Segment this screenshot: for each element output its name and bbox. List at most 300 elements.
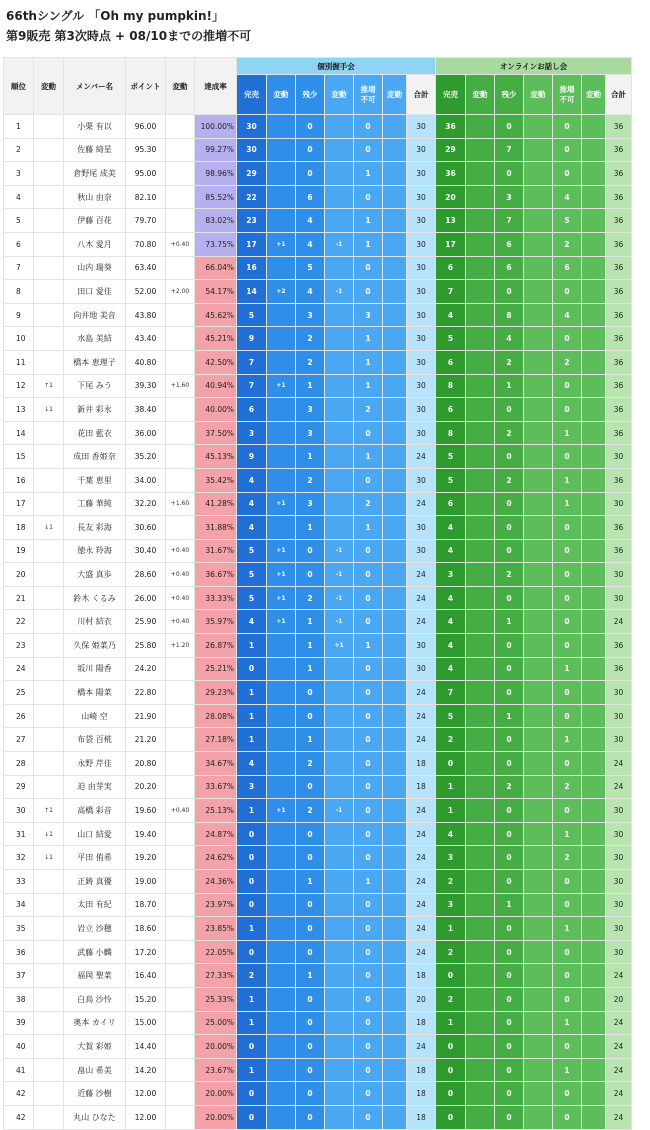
rate-cell: 20.00% xyxy=(195,1035,237,1059)
handshake-sold-out-cell: 5 xyxy=(237,303,267,327)
table-row xyxy=(4,1035,632,1059)
table-row xyxy=(4,398,632,422)
handshake-sold-out-cell: 1 xyxy=(237,917,267,941)
move-cell xyxy=(34,940,64,964)
points-cell: 17.20 xyxy=(126,940,166,964)
handshake-change-cell: +1 xyxy=(267,586,296,610)
handshake-change-cell xyxy=(383,987,407,1011)
move-cell xyxy=(34,162,64,186)
handshake-not-available-cell: 0 xyxy=(354,728,383,752)
points-cell: 82.10 xyxy=(126,185,166,209)
handshake-change-cell xyxy=(325,870,354,894)
online-change-cell xyxy=(466,940,495,964)
points-cell: 34.00 xyxy=(126,468,166,492)
handshake-total-cell: 24 xyxy=(407,492,436,516)
member-name-cell: 新井 彩永 xyxy=(64,398,126,422)
rate-cell: 26.87% xyxy=(195,634,237,658)
ranking-table xyxy=(3,57,632,1130)
online-remaining-cell: 1 xyxy=(495,610,524,634)
handshake-change-cell xyxy=(267,846,296,870)
handshake-sold-out-cell: 1 xyxy=(237,704,267,728)
online-not-available-cell: 1 xyxy=(553,492,582,516)
rank-cell: 2 xyxy=(4,138,34,162)
member-name-cell: 水島 美結 xyxy=(64,327,126,351)
online-change-cell xyxy=(466,1105,495,1129)
handshake-sold-out-cell: 3 xyxy=(237,775,267,799)
handshake-not-available-cell: 0 xyxy=(354,539,383,563)
online-header-total: 合計 xyxy=(606,75,632,115)
move-cell xyxy=(34,775,64,799)
online-remaining-cell: 0 xyxy=(495,516,524,540)
handshake-total-cell: 18 xyxy=(407,775,436,799)
rank-cell: 35 xyxy=(4,917,34,941)
member-name-cell: 向井地 美音 xyxy=(64,303,126,327)
handshake-remaining-cell: 0 xyxy=(296,775,325,799)
rank-cell: 28 xyxy=(4,752,34,776)
online-change-cell xyxy=(524,398,553,422)
table-row xyxy=(4,870,632,894)
online-change-cell xyxy=(466,374,495,398)
online-sold-out-cell: 6 xyxy=(436,256,466,280)
online-total-cell: 36 xyxy=(606,303,632,327)
handshake-not-available-cell: 1 xyxy=(354,870,383,894)
handshake-sold-out-cell: 14 xyxy=(237,280,267,304)
online-total-cell: 36 xyxy=(606,374,632,398)
move-cell xyxy=(34,138,64,162)
online-sold-out-cell: 4 xyxy=(436,586,466,610)
online-change-cell xyxy=(524,445,553,469)
online-not-available-cell: 4 xyxy=(553,303,582,327)
table-row xyxy=(4,468,632,492)
handshake-change-cell: -1 xyxy=(325,586,354,610)
handshake-total-cell: 30 xyxy=(407,374,436,398)
rank-cell: 22 xyxy=(4,610,34,634)
table-row xyxy=(4,681,632,705)
online-not-available-cell: 6 xyxy=(553,256,582,280)
handshake-change-cell xyxy=(267,303,296,327)
online-change-cell xyxy=(582,327,606,351)
move-cell xyxy=(34,539,64,563)
handshake-change-cell xyxy=(383,162,407,186)
online-total-cell: 36 xyxy=(606,209,632,233)
handshake-change-cell xyxy=(325,303,354,327)
online-remaining-cell: 0 xyxy=(495,870,524,894)
table-row xyxy=(4,704,632,728)
online-not-available-cell: 0 xyxy=(553,964,582,988)
handshake-change-cell xyxy=(325,374,354,398)
handshake-change-cell xyxy=(383,374,407,398)
online-change-cell xyxy=(466,516,495,540)
rate-cell: 45.13% xyxy=(195,445,237,469)
rank-cell: 30 xyxy=(4,799,34,823)
handshake-remaining-cell: 1 xyxy=(296,445,325,469)
member-name-cell: 山口 結愛 xyxy=(64,822,126,846)
rank-cell: 38 xyxy=(4,987,34,1011)
handshake-total-cell: 30 xyxy=(407,634,436,658)
online-change-cell xyxy=(524,964,553,988)
rate-cell: 66.04% xyxy=(195,256,237,280)
rate-cell: 27.18% xyxy=(195,728,237,752)
online-total-cell: 36 xyxy=(606,327,632,351)
handshake-change-cell xyxy=(383,1082,407,1106)
handshake-sold-out-cell: 0 xyxy=(237,657,267,681)
rank-cell: 21 xyxy=(4,586,34,610)
handshake-total-cell: 24 xyxy=(407,681,436,705)
table-row xyxy=(4,610,632,634)
online-total-cell: 24 xyxy=(606,1035,632,1059)
online-sold-out-cell: 4 xyxy=(436,657,466,681)
online-change-cell xyxy=(582,115,606,139)
points-change-cell xyxy=(166,704,195,728)
move-cell xyxy=(34,1082,64,1106)
online-total-cell: 24 xyxy=(606,1011,632,1035)
rank-cell: 19 xyxy=(4,539,34,563)
handshake-header-not-available: 推増 不可 xyxy=(354,75,383,115)
move-cell: ↓1 xyxy=(34,516,64,540)
online-remaining-cell: 0 xyxy=(495,162,524,186)
handshake-change-cell xyxy=(383,256,407,280)
rank-cell: 15 xyxy=(4,445,34,469)
move-cell xyxy=(34,870,64,894)
move-cell: ↑1 xyxy=(34,374,64,398)
handshake-total-cell: 30 xyxy=(407,209,436,233)
online-change-cell xyxy=(466,728,495,752)
handshake-change-cell xyxy=(325,704,354,728)
handshake-change-cell xyxy=(325,964,354,988)
online-remaining-cell: 4 xyxy=(495,327,524,351)
handshake-change-cell xyxy=(267,940,296,964)
move-cell xyxy=(34,421,64,445)
points-cell: 79.70 xyxy=(126,209,166,233)
handshake-sold-out-cell: 5 xyxy=(237,586,267,610)
online-change-cell xyxy=(524,350,553,374)
handshake-header-change: 変動 xyxy=(325,75,354,115)
handshake-sold-out-cell: 0 xyxy=(237,846,267,870)
online-change-cell xyxy=(466,232,495,256)
online-change-cell xyxy=(524,1035,553,1059)
handshake-change-cell xyxy=(267,185,296,209)
points-change-cell: +0.40 xyxy=(166,232,195,256)
handshake-change-cell xyxy=(383,138,407,162)
online-not-available-cell: 1 xyxy=(553,421,582,445)
online-not-available-cell: 0 xyxy=(553,1082,582,1106)
handshake-remaining-cell: 6 xyxy=(296,185,325,209)
online-remaining-cell: 1 xyxy=(495,893,524,917)
online-sold-out-cell: 2 xyxy=(436,870,466,894)
handshake-change-cell xyxy=(325,1011,354,1035)
handshake-remaining-cell: 1 xyxy=(296,610,325,634)
online-not-available-cell: 0 xyxy=(553,445,582,469)
online-change-cell xyxy=(466,185,495,209)
online-change-cell xyxy=(524,987,553,1011)
handshake-change-cell: +1 xyxy=(267,563,296,587)
online-not-available-cell: 2 xyxy=(553,232,582,256)
table-row xyxy=(4,1011,632,1035)
online-change-cell xyxy=(524,563,553,587)
handshake-total-cell: 24 xyxy=(407,728,436,752)
handshake-change-cell xyxy=(383,610,407,634)
online-remaining-cell: 0 xyxy=(495,445,524,469)
handshake-sold-out-cell: 6 xyxy=(237,398,267,422)
handshake-sold-out-cell: 23 xyxy=(237,209,267,233)
member-name-cell: 平田 侑希 xyxy=(64,846,126,870)
header-move: 変動 xyxy=(34,58,64,115)
handshake-remaining-cell: 0 xyxy=(296,987,325,1011)
points-change-cell xyxy=(166,115,195,139)
points-cell: 96.00 xyxy=(126,115,166,139)
rate-cell: 23.97% xyxy=(195,893,237,917)
rate-cell: 36.67% xyxy=(195,563,237,587)
online-change-cell xyxy=(524,209,553,233)
move-cell xyxy=(34,610,64,634)
table-row xyxy=(4,728,632,752)
handshake-total-cell: 30 xyxy=(407,185,436,209)
table-row xyxy=(4,987,632,1011)
handshake-remaining-cell: 0 xyxy=(296,115,325,139)
handshake-not-available-cell: 0 xyxy=(354,964,383,988)
handshake-change-cell xyxy=(383,115,407,139)
online-not-available-cell: 0 xyxy=(553,162,582,186)
handshake-change-cell xyxy=(383,539,407,563)
rate-cell: 45.21% xyxy=(195,327,237,351)
move-cell xyxy=(34,586,64,610)
points-cell: 32.20 xyxy=(126,492,166,516)
move-cell xyxy=(34,917,64,941)
online-total-cell: 36 xyxy=(606,634,632,658)
handshake-not-available-cell: 0 xyxy=(354,468,383,492)
online-change-cell xyxy=(524,327,553,351)
online-change-cell xyxy=(582,398,606,422)
table-row xyxy=(4,327,632,351)
online-header-sold-out: 完売 xyxy=(436,75,466,115)
online-not-available-cell: 0 xyxy=(553,586,582,610)
online-change-cell xyxy=(466,610,495,634)
handshake-not-available-cell: 1 xyxy=(354,374,383,398)
points-cell: 19.60 xyxy=(126,799,166,823)
table-row xyxy=(4,185,632,209)
handshake-change-cell xyxy=(267,1011,296,1035)
points-change-cell: +1.60 xyxy=(166,492,195,516)
handshake-remaining-cell: 2 xyxy=(296,350,325,374)
online-not-available-cell: 1 xyxy=(553,1011,582,1035)
online-change-cell xyxy=(524,822,553,846)
online-change-cell xyxy=(466,586,495,610)
handshake-not-available-cell: 0 xyxy=(354,1105,383,1129)
rank-cell: 29 xyxy=(4,775,34,799)
handshake-total-cell: 24 xyxy=(407,917,436,941)
online-not-available-cell: 0 xyxy=(553,516,582,540)
online-sold-out-cell: 0 xyxy=(436,1035,466,1059)
online-remaining-cell: 0 xyxy=(495,586,524,610)
online-change-cell xyxy=(466,115,495,139)
handshake-total-cell: 18 xyxy=(407,1082,436,1106)
handshake-not-available-cell: 0 xyxy=(354,586,383,610)
points-change-cell xyxy=(166,1082,195,1106)
online-not-available-cell: 0 xyxy=(553,374,582,398)
handshake-not-available-cell: 3 xyxy=(354,303,383,327)
handshake-remaining-cell: 2 xyxy=(296,752,325,776)
handshake-change-cell xyxy=(267,728,296,752)
handshake-change-cell xyxy=(383,586,407,610)
online-sold-out-cell: 17 xyxy=(436,232,466,256)
online-change-cell xyxy=(466,1058,495,1082)
online-change-cell xyxy=(466,704,495,728)
online-sold-out-cell: 13 xyxy=(436,209,466,233)
online-total-cell: 24 xyxy=(606,1058,632,1082)
points-change-cell xyxy=(166,917,195,941)
page-title: 66thシングル 「Oh my pumpkin!」 xyxy=(6,9,225,23)
online-not-available-cell: 4 xyxy=(553,185,582,209)
online-sold-out-cell: 5 xyxy=(436,327,466,351)
table-row xyxy=(4,492,632,516)
handshake-change-cell xyxy=(267,987,296,1011)
rank-cell: 41 xyxy=(4,1058,34,1082)
points-cell: 40.80 xyxy=(126,350,166,374)
handshake-total-cell: 18 xyxy=(407,1105,436,1129)
handshake-change-cell xyxy=(383,964,407,988)
online-change-cell xyxy=(466,822,495,846)
handshake-change-cell xyxy=(267,115,296,139)
handshake-change-cell xyxy=(325,775,354,799)
points-change-cell xyxy=(166,940,195,964)
online-remaining-cell: 0 xyxy=(495,634,524,658)
online-total-cell: 30 xyxy=(606,940,632,964)
online-change-cell xyxy=(466,893,495,917)
rate-cell: 45.62% xyxy=(195,303,237,327)
online-not-available-cell: 1 xyxy=(553,657,582,681)
online-change-cell xyxy=(524,232,553,256)
online-sold-out-cell: 0 xyxy=(436,1058,466,1082)
online-total-cell: 36 xyxy=(606,232,632,256)
points-change-cell xyxy=(166,256,195,280)
online-header-change: 変動 xyxy=(524,75,553,115)
table-row xyxy=(4,634,632,658)
handshake-not-available-cell: 1 xyxy=(354,634,383,658)
rank-cell: 17 xyxy=(4,492,34,516)
rate-cell: 98.96% xyxy=(195,162,237,186)
handshake-total-cell: 20 xyxy=(407,987,436,1011)
online-not-available-cell: 5 xyxy=(553,209,582,233)
move-cell xyxy=(34,987,64,1011)
points-change-cell xyxy=(166,752,195,776)
points-cell: 14.20 xyxy=(126,1058,166,1082)
move-cell xyxy=(34,1011,64,1035)
handshake-total-cell: 30 xyxy=(407,468,436,492)
handshake-remaining-cell: 0 xyxy=(296,822,325,846)
online-sold-out-cell: 36 xyxy=(436,115,466,139)
member-name-cell: 秋山 由奈 xyxy=(64,185,126,209)
online-total-cell: 36 xyxy=(606,657,632,681)
online-header-change: 変動 xyxy=(466,75,495,115)
online-change-cell xyxy=(582,893,606,917)
table-row xyxy=(4,964,632,988)
table-row xyxy=(4,846,632,870)
rank-cell: 10 xyxy=(4,327,34,351)
handshake-change-cell xyxy=(383,917,407,941)
table-row xyxy=(4,893,632,917)
rate-cell: 40.00% xyxy=(195,398,237,422)
online-change-cell xyxy=(524,138,553,162)
handshake-remaining-cell: 2 xyxy=(296,327,325,351)
points-change-cell xyxy=(166,350,195,374)
move-cell xyxy=(34,964,64,988)
rate-cell: 42.50% xyxy=(195,350,237,374)
handshake-change-cell xyxy=(267,256,296,280)
move-cell xyxy=(34,752,64,776)
handshake-remaining-cell: 1 xyxy=(296,728,325,752)
points-change-cell xyxy=(166,185,195,209)
handshake-remaining-cell: 1 xyxy=(296,634,325,658)
online-total-cell: 36 xyxy=(606,350,632,374)
handshake-sold-out-cell: 4 xyxy=(237,492,267,516)
handshake-not-available-cell: 2 xyxy=(354,398,383,422)
table-row xyxy=(4,421,632,445)
handshake-not-available-cell: 1 xyxy=(354,516,383,540)
online-remaining-cell: 2 xyxy=(495,563,524,587)
handshake-change-cell: -1 xyxy=(325,539,354,563)
online-change-cell xyxy=(524,421,553,445)
online-total-cell: 30 xyxy=(606,445,632,469)
table-row xyxy=(4,232,632,256)
handshake-not-available-cell: 0 xyxy=(354,940,383,964)
member-name-cell: 小栗 有以 xyxy=(64,115,126,139)
handshake-remaining-cell: 3 xyxy=(296,421,325,445)
online-change-cell xyxy=(524,870,553,894)
member-name-cell: 八木 愛月 xyxy=(64,232,126,256)
handshake-sold-out-cell: 22 xyxy=(237,185,267,209)
points-cell: 16.40 xyxy=(126,964,166,988)
handshake-change-cell: +1 xyxy=(267,539,296,563)
online-change-cell xyxy=(582,870,606,894)
points-cell: 18.60 xyxy=(126,917,166,941)
online-not-available-cell: 1 xyxy=(553,917,582,941)
online-total-cell: 30 xyxy=(606,681,632,705)
points-change-cell xyxy=(166,468,195,492)
handshake-change-cell: -1 xyxy=(325,280,354,304)
handshake-not-available-cell: 1 xyxy=(354,327,383,351)
online-total-cell: 30 xyxy=(606,586,632,610)
handshake-not-available-cell: 0 xyxy=(354,893,383,917)
online-change-cell xyxy=(582,539,606,563)
online-change-cell xyxy=(582,1011,606,1035)
rate-cell: 25.00% xyxy=(195,1011,237,1035)
handshake-change-cell xyxy=(383,775,407,799)
table-row xyxy=(4,256,632,280)
handshake-change-cell xyxy=(383,940,407,964)
points-change-cell xyxy=(166,987,195,1011)
online-change-cell xyxy=(582,1058,606,1082)
member-name-cell: 永野 芹佳 xyxy=(64,752,126,776)
points-cell: 63.40 xyxy=(126,256,166,280)
move-cell xyxy=(34,681,64,705)
handshake-not-available-cell: 0 xyxy=(354,799,383,823)
online-total-cell: 30 xyxy=(606,822,632,846)
points-cell: 19.00 xyxy=(126,870,166,894)
handshake-remaining-cell: 3 xyxy=(296,398,325,422)
member-name-cell: 坂川 陽香 xyxy=(64,657,126,681)
rate-cell: 23.85% xyxy=(195,917,237,941)
table-row xyxy=(4,752,632,776)
handshake-change-cell xyxy=(325,1058,354,1082)
online-not-available-cell: 0 xyxy=(553,563,582,587)
handshake-remaining-cell: 0 xyxy=(296,1011,325,1035)
online-sold-out-cell: 0 xyxy=(436,1105,466,1129)
handshake-total-cell: 24 xyxy=(407,704,436,728)
handshake-change-cell xyxy=(325,468,354,492)
online-change-cell xyxy=(466,1082,495,1106)
handshake-not-available-cell: 0 xyxy=(354,1058,383,1082)
handshake-change-cell xyxy=(325,162,354,186)
